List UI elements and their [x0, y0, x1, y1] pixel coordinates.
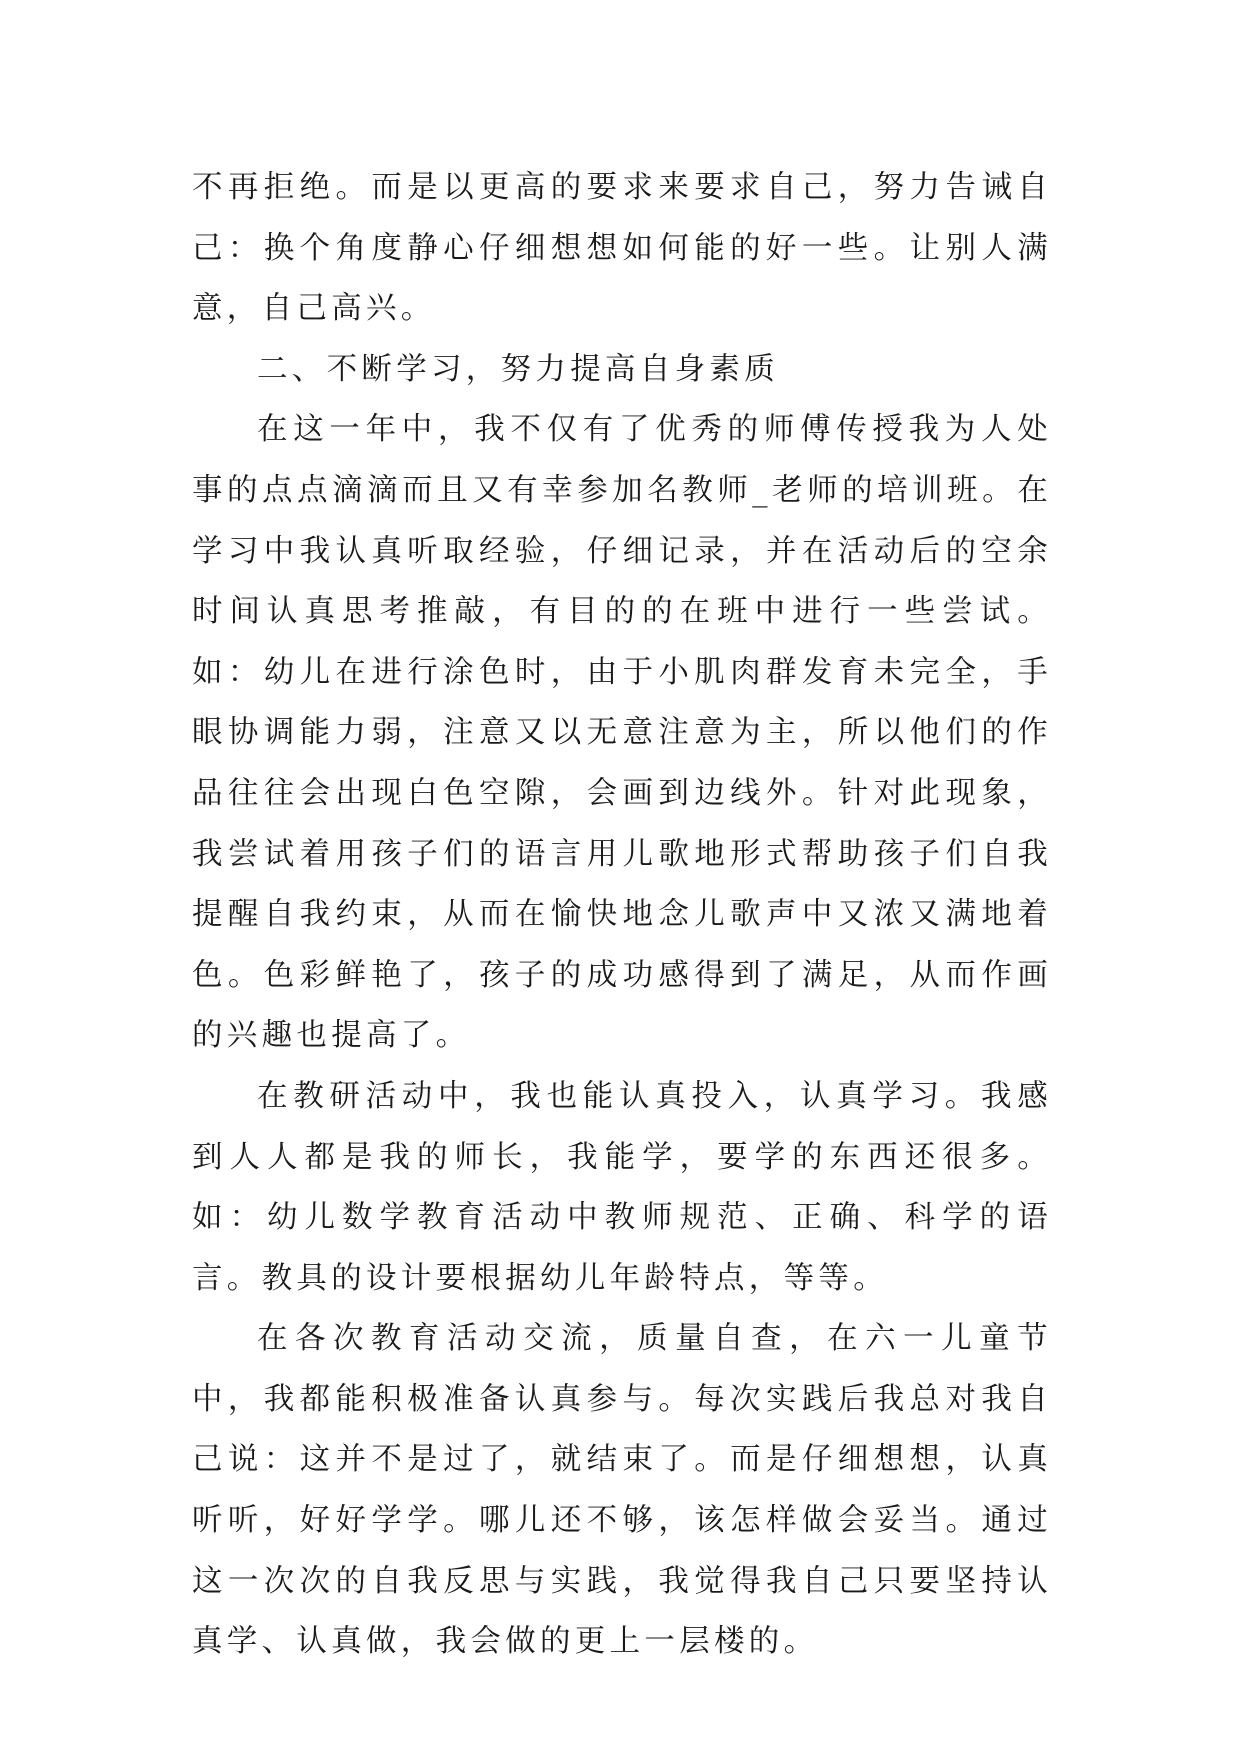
section-heading: 二、不断学习，努力提高自身素质: [257, 351, 779, 387]
document-body: [192, 158, 1052, 1673]
paragraph-training: 在这一年中，我不仅有了优秀的师傅传授我为人处事的点点滴滴而且又有幸参加名教师_老师的培训班。在学习中我认真听取经验，仔细记录，并在活动后的空余时间认真思考推敲，有目的的在班中进行一些尝试。如：幼儿在进行涂色时，由于小肌肉群发育未完全，手眼协调能力弱，注意又以无意注意为主，所以他们的作品往往会出现白色空隙，会画到边线外。针对此现象，我尝试着用孩子们的语言用儿歌地形式帮助孩子们自我提醒自我约束，从而在愉快地念儿歌声中又浓又满地着色。色彩鲜艳了，孩子的成功感得到了满足，从而作画的兴趣也提高了。: [192, 412, 1052, 1054]
paragraph-research-activity: 在教研活动中，我也能认真投入，认真学习。我感到人人都是我的师长，我能学，要学的东西还很多。如：幼儿数学教育活动中教师规范、正确、科学的语言。教具的设计要根据幼儿年龄特点，等等。: [192, 1078, 1052, 1296]
paragraph-reflection: 在各次教育活动交流，质量自查，在六一儿童节中，我都能积极准备认真参与。每次实践后我总对我自己说：这并不是过了，就结束了。而是仔细想想，认真听听，好好学学。哪儿还不够，该怎样做会妥当。通过这一次次的自我反思与实践，我觉得我自己只要坚持认真学、认真做，我会做的更上一层楼的。: [192, 1321, 1052, 1660]
paragraph-continuation: 不再拒绝。而是以更高的要求来要求自己，努力告诫自己：换个角度静心仔细想想如何能的好一些。让别人满意，自己高兴。: [192, 170, 1052, 327]
